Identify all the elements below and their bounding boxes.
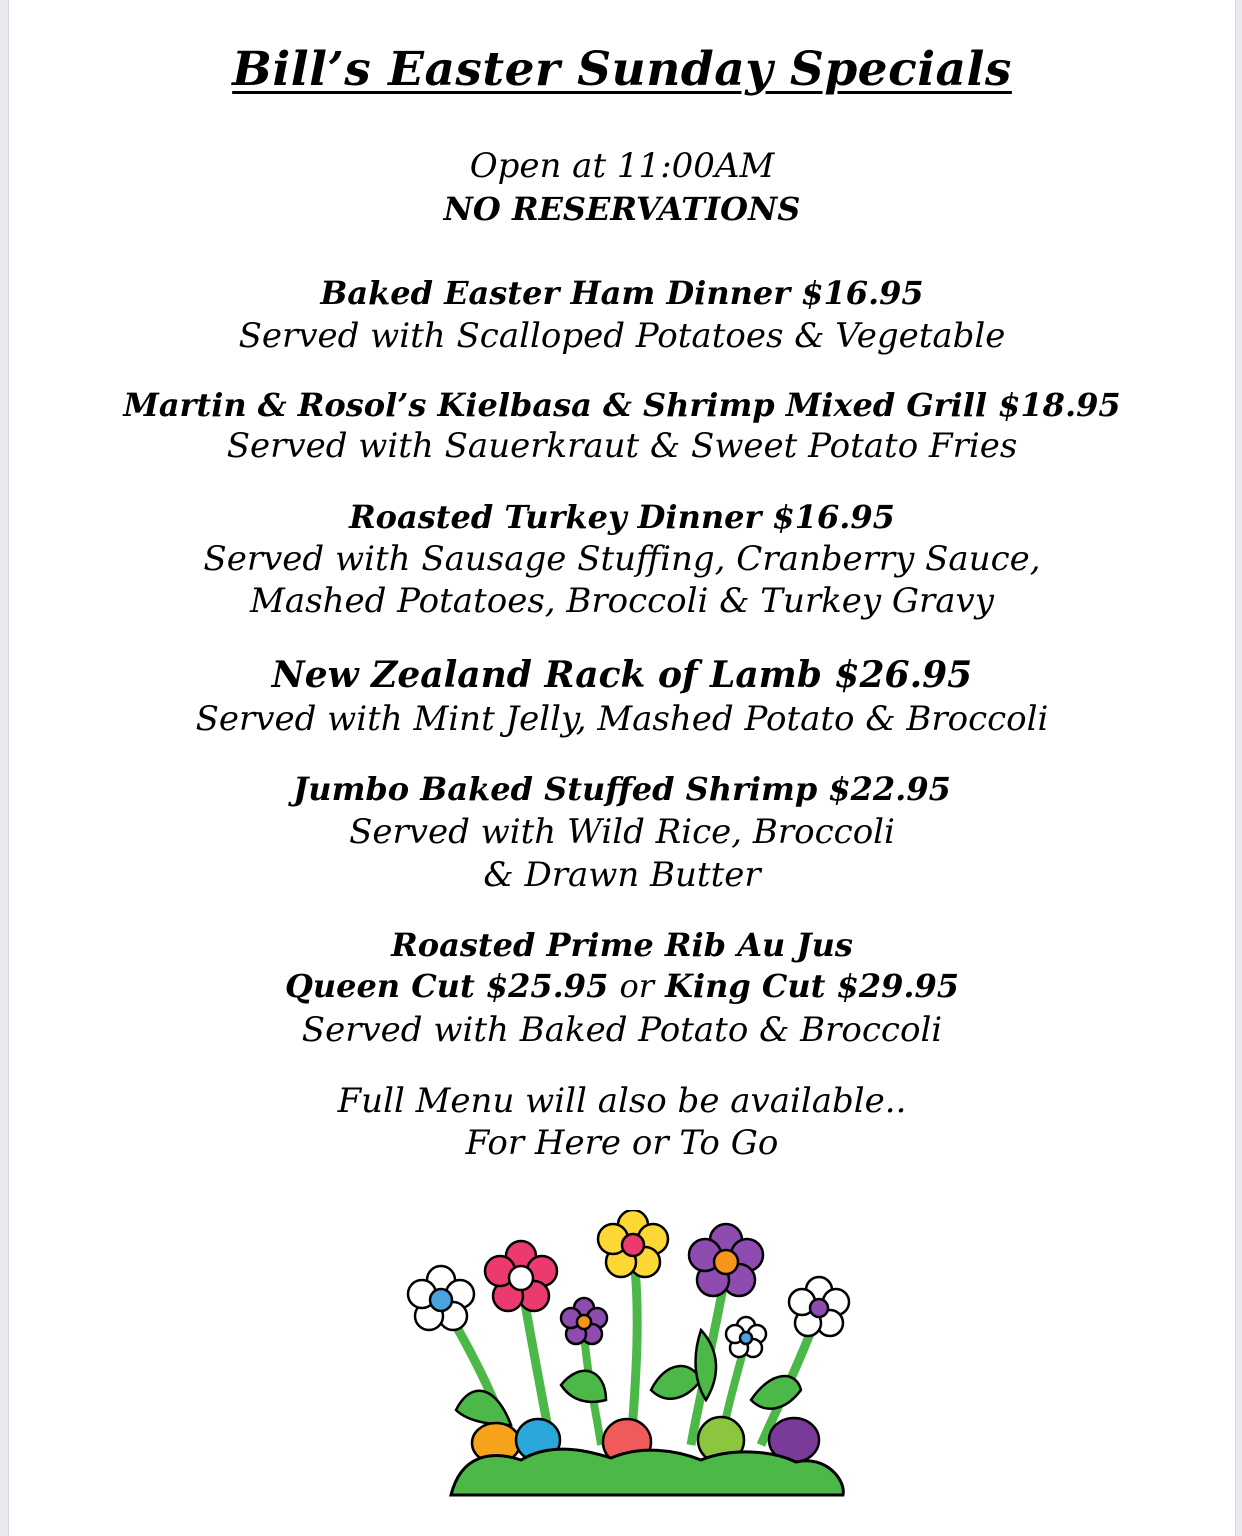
special-desc-lamb: Served with Mint Jelly, Mashed Potato & Broccoli	[195, 699, 1049, 739]
footer-full-menu: Full Menu will also be available..	[337, 1081, 907, 1121]
open-time: Open at 11:00AM	[469, 146, 775, 186]
reservations-note: NO RESERVATIONS	[443, 190, 801, 228]
special-name-prime-rib: Roasted Prime Rib Au Jus	[391, 926, 853, 964]
special-name-kielbasa: Martin & Rosol’s Kielbasa & Shrimp Mixed Grill $18.95	[123, 386, 1121, 424]
easter-flowers-eggs-illustration	[401, 1210, 851, 1510]
king-cut-price: King Cut $29.95	[665, 967, 960, 1005]
special-desc-prime-rib: Served with Baked Potato & Broccoli	[301, 1010, 943, 1050]
special-desc-turkey-2: Mashed Potatoes, Broccoli & Turkey Gravy	[250, 581, 994, 621]
special-name-turkey: Roasted Turkey Dinner $16.95	[349, 498, 895, 536]
special-name-lamb: New Zealand Rack of Lamb $26.95	[271, 654, 973, 696]
queen-cut-price: Queen Cut $25.95	[284, 967, 609, 1005]
special-desc-shrimp-1: Served with Wild Rice, Broccoli	[349, 812, 895, 852]
menu-title: Bill’s Easter Sunday Specials	[232, 42, 1012, 97]
footer-here-or-to-go: For Here or To Go	[465, 1123, 779, 1163]
special-name-shrimp: Jumbo Baked Stuffed Shrimp $22.95	[293, 770, 951, 808]
special-name-ham: Baked Easter Ham Dinner $16.95	[320, 274, 924, 312]
special-desc-kielbasa: Served with Sauerkraut & Sweet Potato Fries	[226, 426, 1018, 466]
special-desc-shrimp-2: & Drawn Butter	[483, 855, 761, 895]
cut-or-separator: or	[619, 967, 655, 1005]
menu-page	[8, 0, 1236, 1536]
prime-rib-cuts	[9, 967, 1235, 1005]
special-desc-ham: Served with Scalloped Potatoes & Vegetable	[238, 316, 1006, 356]
special-desc-turkey-1: Served with Sausage Stuffing, Cranberry Sauce,	[203, 539, 1041, 579]
